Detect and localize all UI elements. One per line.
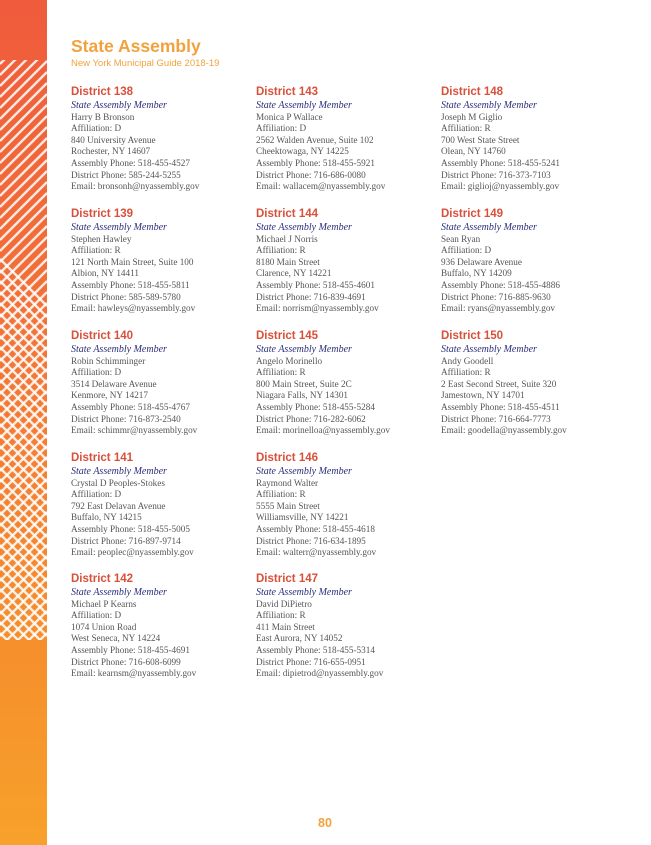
district-heading: District 140 bbox=[71, 330, 134, 342]
member-address1: 800 Main Street, Suite 2C bbox=[256, 378, 352, 389]
member-affiliation: Affiliation: R bbox=[256, 610, 306, 621]
page-title: State Assembly bbox=[71, 36, 201, 56]
member-address1: 840 University Avenue bbox=[71, 134, 156, 145]
district-heading: District 148 bbox=[441, 86, 504, 98]
member-role: State Assembly Member bbox=[256, 100, 352, 111]
member-entry bbox=[256, 85, 436, 193]
member-entry bbox=[256, 207, 436, 315]
member-assembly-phone: Assembly Phone: 518-455-5314 bbox=[256, 644, 375, 655]
member-name: Monica P Wallace bbox=[256, 111, 323, 122]
member-address2: Buffalo, NY 14209 bbox=[441, 268, 512, 279]
member-role: State Assembly Member bbox=[256, 344, 352, 355]
member-role: State Assembly Member bbox=[441, 344, 537, 355]
member-assembly-phone: Assembly Phone: 518-455-4527 bbox=[71, 157, 190, 168]
member-address1: 936 Delaware Avenue bbox=[441, 256, 522, 267]
member-assembly-phone: Assembly Phone: 518-455-5284 bbox=[256, 401, 375, 412]
member-address1: 1074 Union Road bbox=[71, 621, 137, 632]
member-district-phone: District Phone: 716-282-6062 bbox=[256, 413, 366, 424]
member-assembly-phone: Assembly Phone: 518-455-4618 bbox=[256, 523, 375, 534]
member-entry bbox=[71, 85, 251, 193]
member-address2: West Seneca, NY 14224 bbox=[71, 633, 161, 644]
member-name: Sean Ryan bbox=[441, 233, 481, 244]
district-heading: District 150 bbox=[441, 330, 504, 342]
member-address2: Cheektowaga, NY 14225 bbox=[256, 146, 349, 157]
page-number: 80 bbox=[318, 816, 332, 830]
member-email[interactable]: Email: hawleys@nyassembly.gov bbox=[71, 303, 196, 314]
district-heading: District 142 bbox=[71, 573, 134, 585]
member-name: Raymond Walter bbox=[256, 477, 319, 488]
member-entry bbox=[71, 451, 251, 559]
member-name: Robin Schimminger bbox=[71, 355, 146, 366]
member-name: Crystal D Peoples-Stokes bbox=[71, 477, 165, 488]
member-role: State Assembly Member bbox=[71, 344, 167, 355]
member-email[interactable]: Email: kearnsm@nyassembly.gov bbox=[71, 668, 197, 679]
member-role: State Assembly Member bbox=[441, 222, 537, 233]
member-entry bbox=[256, 572, 436, 680]
member-address2: Williamsville, NY 14221 bbox=[256, 512, 349, 523]
member-address1: 700 West State Street bbox=[441, 134, 520, 145]
member-affiliation: Affiliation: R bbox=[256, 245, 306, 256]
member-affiliation: Affiliation: D bbox=[71, 489, 122, 500]
member-name: Harry B Bronson bbox=[71, 111, 135, 122]
member-email[interactable]: Email: dipietrod@nyassembly.gov bbox=[256, 668, 384, 679]
member-address2: Olean, NY 14760 bbox=[441, 146, 506, 157]
member-district-phone: District Phone: 716-608-6099 bbox=[71, 656, 181, 667]
member-district-phone: District Phone: 585-589-5780 bbox=[71, 291, 181, 302]
member-address1: 411 Main Street bbox=[256, 621, 315, 632]
member-role: State Assembly Member bbox=[71, 466, 167, 477]
member-address2: East Aurora, NY 14052 bbox=[256, 633, 343, 644]
member-email[interactable]: Email: giglioj@nyassembly.gov bbox=[441, 181, 560, 192]
member-entry bbox=[71, 329, 251, 437]
member-affiliation: Affiliation: R bbox=[256, 367, 306, 378]
member-address1: 5555 Main Street bbox=[256, 500, 320, 511]
member-district-phone: District Phone: 716-873-2540 bbox=[71, 413, 181, 424]
member-email[interactable]: Email: morinelloa@nyassembly.gov bbox=[256, 425, 390, 436]
member-district-phone: District Phone: 716-634-1895 bbox=[256, 535, 366, 546]
page-subtitle: New York Municipal Guide 2018-19 bbox=[71, 58, 220, 69]
member-name: Angelo Morinello bbox=[256, 355, 323, 366]
member-district-phone: District Phone: 716-655-0951 bbox=[256, 656, 366, 667]
member-district-phone: District Phone: 716-686-0080 bbox=[256, 169, 366, 180]
diagonal-stripe-pattern-icon bbox=[0, 0, 47, 845]
member-address1: 121 North Main Street, Suite 100 bbox=[71, 256, 194, 267]
member-role: State Assembly Member bbox=[256, 587, 352, 598]
member-name: Michael P Kearns bbox=[71, 598, 137, 609]
member-assembly-phone: Assembly Phone: 518-455-5921 bbox=[256, 157, 375, 168]
member-address2: Rochester, NY 14607 bbox=[71, 146, 151, 157]
member-email[interactable]: Email: wallacem@nyassembly.gov bbox=[256, 181, 386, 192]
page-header bbox=[71, 36, 219, 70]
member-entry bbox=[256, 451, 436, 559]
member-assembly-phone: Assembly Phone: 518-455-4886 bbox=[441, 279, 560, 290]
member-email[interactable]: Email: bronsonh@nyassembly.gov bbox=[71, 181, 200, 192]
member-name: David DiPietro bbox=[256, 598, 312, 609]
member-address2: Clarence, NY 14221 bbox=[256, 268, 332, 279]
member-role: State Assembly Member bbox=[256, 222, 352, 233]
member-role: State Assembly Member bbox=[256, 466, 352, 477]
member-email[interactable]: Email: schimmr@nyassembly.gov bbox=[71, 425, 198, 436]
member-entry bbox=[441, 85, 621, 193]
member-assembly-phone: Assembly Phone: 518-455-5005 bbox=[71, 523, 190, 534]
member-assembly-phone: Assembly Phone: 518-455-5811 bbox=[71, 279, 190, 290]
member-entry bbox=[441, 329, 621, 437]
member-name: Joseph M Giglio bbox=[441, 111, 503, 122]
member-district-phone: District Phone: 716-664-7773 bbox=[441, 413, 551, 424]
member-address1: 8180 Main Street bbox=[256, 256, 320, 267]
member-district-phone: District Phone: 716-897-9714 bbox=[71, 535, 181, 546]
member-affiliation: Affiliation: D bbox=[71, 610, 122, 621]
district-heading: District 143 bbox=[256, 86, 319, 98]
member-email[interactable]: Email: walterr@nyassembly.gov bbox=[256, 547, 377, 558]
member-address1: 2 East Second Street, Suite 320 bbox=[441, 378, 557, 389]
district-heading: District 139 bbox=[71, 208, 134, 220]
member-entry bbox=[256, 329, 436, 437]
member-district-phone: District Phone: 585-244-5255 bbox=[71, 169, 181, 180]
member-district-phone: District Phone: 716-839-4691 bbox=[256, 291, 366, 302]
member-role: State Assembly Member bbox=[71, 587, 167, 598]
member-address1: 3514 Delaware Avenue bbox=[71, 378, 157, 389]
district-heading: District 149 bbox=[441, 208, 504, 220]
member-entry bbox=[71, 572, 251, 680]
member-address2: Buffalo, NY 14215 bbox=[71, 512, 142, 523]
member-name: Michael J Norris bbox=[256, 233, 318, 244]
decorative-side-bar bbox=[0, 0, 47, 845]
member-address1: 792 East Delavan Avenue bbox=[71, 500, 166, 511]
member-affiliation: Affiliation: D bbox=[256, 123, 307, 134]
member-role: State Assembly Member bbox=[71, 100, 167, 111]
member-affiliation: Affiliation: D bbox=[71, 367, 122, 378]
member-email[interactable]: Email: ryans@nyassembly.gov bbox=[441, 303, 556, 314]
member-district-phone: District Phone: 716-885-9630 bbox=[441, 291, 551, 302]
member-district-phone: District Phone: 716-373-7103 bbox=[441, 169, 551, 180]
member-affiliation: Affiliation: R bbox=[71, 245, 121, 256]
member-assembly-phone: Assembly Phone: 518-455-4511 bbox=[441, 401, 560, 412]
member-email[interactable]: Email: goodella@nyassembly.gov bbox=[441, 425, 567, 436]
member-affiliation: Affiliation: R bbox=[256, 489, 306, 500]
member-name: Andy Goodell bbox=[441, 355, 494, 366]
member-address2: Kenmore, NY 14217 bbox=[71, 390, 148, 401]
member-address1: 2562 Walden Avenue, Suite 102 bbox=[256, 134, 374, 145]
member-address2: Albion, NY 14411 bbox=[71, 268, 139, 279]
member-assembly-phone: Assembly Phone: 518-455-4691 bbox=[71, 644, 190, 655]
member-email[interactable]: Email: peoplec@nyassembly.gov bbox=[71, 547, 194, 558]
member-address2: Niagara Falls, NY 14301 bbox=[256, 390, 349, 401]
member-affiliation: Affiliation: D bbox=[441, 245, 492, 256]
member-affiliation: Affiliation: R bbox=[441, 123, 491, 134]
member-email[interactable]: Email: norrism@nyassembly.gov bbox=[256, 303, 379, 314]
district-heading: District 146 bbox=[256, 452, 319, 464]
district-heading: District 147 bbox=[256, 573, 319, 585]
member-role: State Assembly Member bbox=[441, 100, 537, 111]
member-role: State Assembly Member bbox=[71, 222, 167, 233]
district-heading: District 141 bbox=[71, 452, 134, 464]
member-assembly-phone: Assembly Phone: 518-455-4601 bbox=[256, 279, 375, 290]
member-address2: Jamestown, NY 14701 bbox=[441, 390, 525, 401]
member-name: Stephen Hawley bbox=[71, 233, 132, 244]
member-entry bbox=[441, 207, 621, 315]
member-assembly-phone: Assembly Phone: 518-455-4767 bbox=[71, 401, 190, 412]
member-affiliation: Affiliation: D bbox=[71, 123, 122, 134]
district-heading: District 138 bbox=[71, 86, 134, 98]
district-heading: District 144 bbox=[256, 208, 319, 220]
member-entry bbox=[71, 207, 251, 315]
member-assembly-phone: Assembly Phone: 518-455-5241 bbox=[441, 157, 560, 168]
district-heading: District 145 bbox=[256, 330, 319, 342]
member-affiliation: Affiliation: R bbox=[441, 367, 491, 378]
